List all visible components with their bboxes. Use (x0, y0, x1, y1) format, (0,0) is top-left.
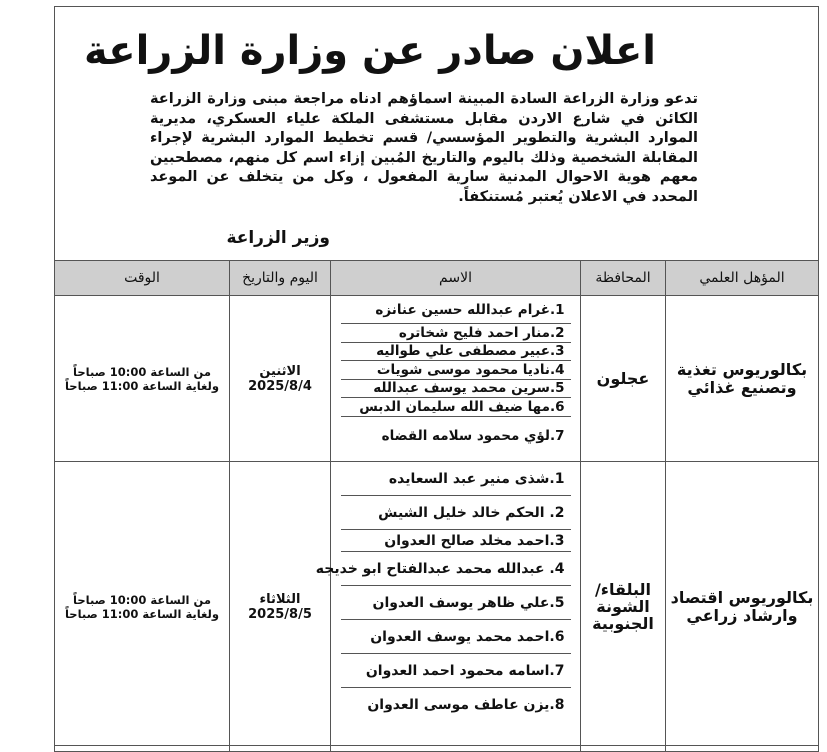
list-item: 8.يزن عاطف موسى العدوان (367, 697, 565, 713)
list-item: 5.سرين محمد يوسف عبدالله (341, 380, 571, 399)
day-label: الثلاثاء (259, 591, 301, 607)
list-item: 7.لؤي محمود سلامه القضاه (381, 427, 565, 444)
interview-schedule-table (54, 260, 819, 752)
list-item: 4. عبدالله محمد عبدالفتاح ابو خديجه (341, 552, 571, 586)
time-cell (55, 462, 230, 752)
announcement-title: اعلان صادر عن وزارة الزراعة (84, 28, 656, 74)
names-cell (331, 296, 581, 462)
header-governorate: المحافظة (581, 261, 666, 296)
list-item: 2.منار احمد فليح شخاتره (341, 324, 571, 343)
qualification-cell: بكالوريوس تغذية وتصنيع غذائي (666, 296, 819, 462)
list-item: 1.غرام عبدالله حسين عنانزه (341, 296, 571, 324)
time-from: من الساعة 10:00 صباحاً (73, 592, 211, 607)
table-row (55, 462, 819, 752)
name-list (315, 462, 571, 722)
list-item: 5.علي ظاهر يوسف العدوان (341, 586, 571, 620)
list-item: 4.ناديا محمود موسى شويات (341, 361, 571, 380)
time-cell (55, 296, 230, 462)
header-day-date: اليوم والتاريخ (230, 261, 331, 296)
header-qualification: المؤهل العلمي (666, 261, 819, 296)
day-label: الاثنين (259, 363, 301, 379)
list-item: 3.احمد مخلد صالح العدوان (341, 530, 571, 552)
names-cell (315, 462, 581, 752)
time-from: من الساعة 10:00 صباحاً (73, 364, 211, 379)
header-time: الوقت (55, 261, 230, 296)
date-label: 2025/8/4 (248, 378, 312, 394)
time-to: ولغاية الساعة 11:00 صباحاً (64, 378, 220, 393)
governorate-cell: عجلون (581, 296, 666, 462)
intro-paragraph: تدعو وزارة الزراعة السادة المبينة اسماؤهم ادناه مراجعة مبنى وزارة الزراعة الكائن في شارع الاردن مقابل مستشفى الملكة علياء العسكري، مديرية الموارد البشرية والتطوير المؤسسي/ قسم تخطيط الموارد البشرية لإجراء المقابلة الشخصية وذلك باليوم والتاريخ المُبين إزاء اسم كل منهم، مصطحبين معهم هوية الاحوال المدنية سارية المفعول ، وكل من يتخلف عن الموعد المحدد في الاعلان يُعتبر مُستنكفاً. (150, 91, 698, 205)
table-header-row (55, 261, 819, 296)
list-item: 3.عبير مصطفى علي طواليه (341, 343, 571, 362)
table-row (55, 296, 819, 462)
governorate-cell: البلقاء/ الشونة الجنوبية (581, 462, 666, 752)
date-label: 2025/8/5 (248, 606, 312, 622)
qualification-cell: بكالوريوس اقتصاد وارشاد زراعي (666, 462, 819, 752)
day-date-cell (230, 296, 331, 462)
list-item: 7.اسامه محمود احمد العدوان (341, 654, 571, 688)
header-name: الاسم (331, 261, 581, 296)
day-date-cell (230, 462, 331, 752)
time-to: ولغاية الساعة 11:00 صباحاً (64, 606, 220, 621)
list-item: 6.احمد محمد يوسف العدوان (341, 620, 571, 654)
list-item: 2. الحكم خالد خليل الشيش (341, 496, 571, 530)
minister-signature: وزير الزراعة (226, 228, 330, 248)
announcement-intro (150, 90, 698, 207)
list-item: 1.شذى منير عبد السعايده (341, 462, 571, 496)
list-item: 6.مها ضيف الله سليمان الدبس (341, 398, 571, 417)
name-list (341, 296, 571, 455)
